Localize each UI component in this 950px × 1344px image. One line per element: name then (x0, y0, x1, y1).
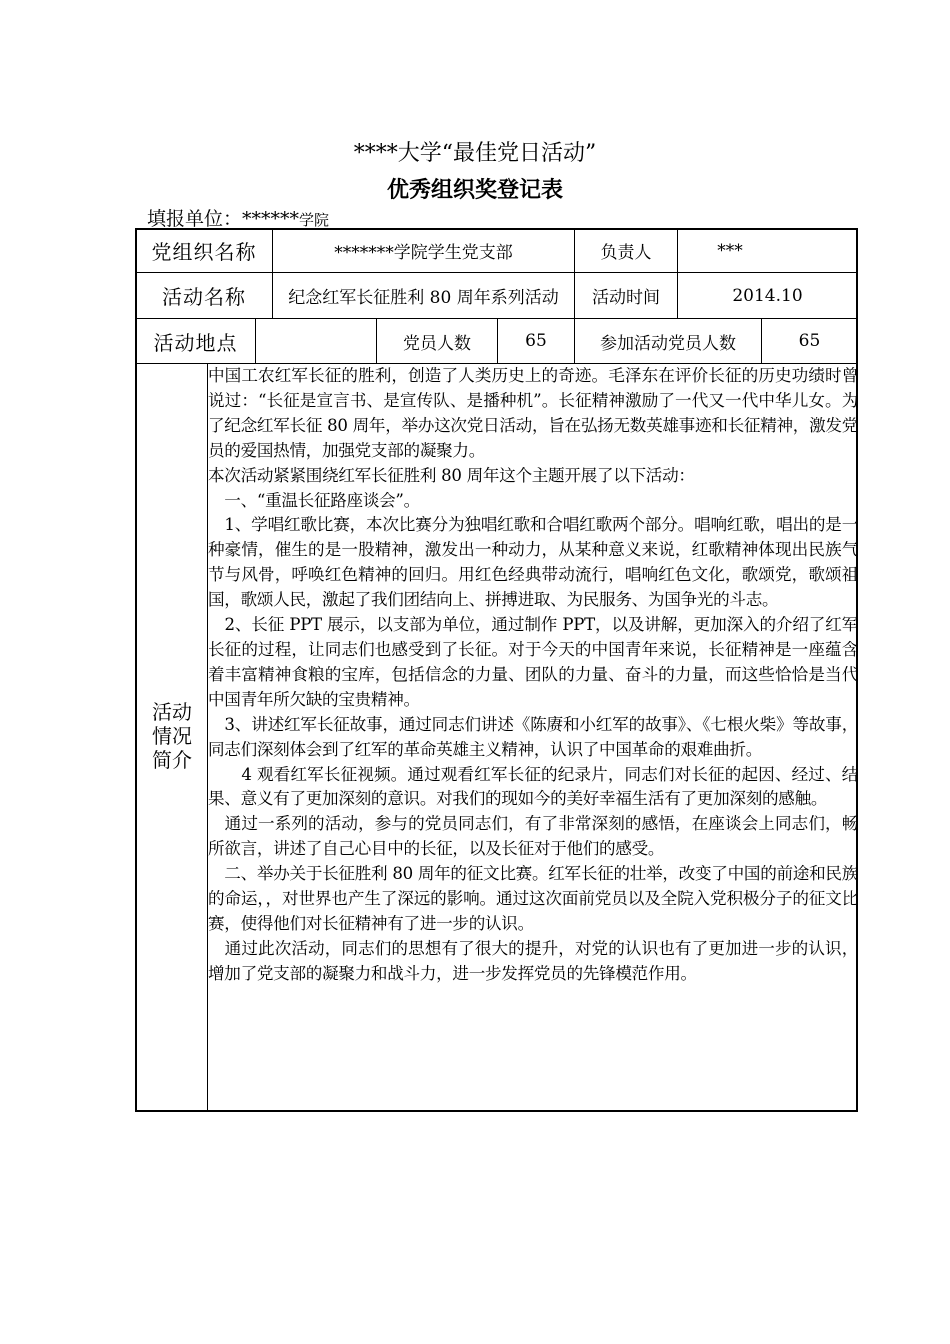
summary-label-line: 情况 (152, 724, 192, 748)
summary-paragraph: 中国工农红军长征的胜利，创造了人类历史上的奇迹。毛泽东在评价长征的历史功绩时曾说过：“长征是宣言书、是宣传队、是播种机”。长征精神激励了一代又一代中华儿女。为了纪念红军长征 80 周年，举办这次党日活动，旨在弘扬无数英雄事迹和长征精神，激发党员的爱国热情，加强党支部的凝聚力。 (208, 366, 858, 460)
activity-place-value (256, 319, 376, 363)
summary-paragraph: 通过此次活动，同志们的思想有了很大的提升，对党的认识也有了更加进一步的认识，增加了党支部的凝聚力和战斗力，进一步发挥党员的先锋模范作用。 (208, 938, 858, 983)
reporting-unit-value: 学院 (299, 211, 330, 229)
leader-value: *** (717, 240, 743, 261)
member-count-label: 党员人数 (403, 333, 471, 354)
form-title: ****大学“最佳党日活动” (353, 141, 597, 166)
org-name-value: *******学院学生党支部 (334, 243, 513, 263)
summary-paragraph: 3、讲述红军长征故事，通过同志们讲述《陈赓和小红军的故事》、《七根火柴》等故事，同志们深刻体会到了红军的革命英雄主义精神，认识了中国革命的艰难曲折。 (208, 714, 858, 759)
activity-time-value: 2014.10 (732, 285, 803, 306)
summary-paragraph: 本次活动紧紧围绕红军长征胜利 80 周年这个主题开展了以下活动： (208, 465, 695, 485)
activity-time-label: 活动时间 (592, 288, 660, 308)
activity-name-value: 纪念红军长征胜利 80 周年系列活动 (288, 288, 559, 308)
summary-paragraph: 一、“重温长征路座谈会”。 (208, 490, 420, 510)
summary-paragraph: 1、学唱红歌比赛，本次比赛分为独唱红歌和合唱红歌两个部分。唱响红歌，唱出的是一种豪情，催生的是一股精神，激发出一种动力，从某种意义来说，红歌精神体现出民族气节与风骨，呼唤红色精神的回归。用红色经典带动流行，唱响红色文化，歌颂党，歌颂祖国，歌颂人民，激起了我们团结向上、拼搏进取、为民服务、为国争光的斗志。 (208, 515, 858, 610)
leader-label: 负责人 (600, 243, 652, 263)
org-name-label: 党组织名称 (151, 240, 257, 264)
summary-label-line: 活动 (152, 700, 192, 724)
reporting-unit (147, 204, 329, 231)
summary-paragraph: 2、长征 PPT 展示，以支部为单位，通过制作 PPT，以及讲解，更加深入的介绍了红军长征的过程，让同志们也感受到了长征。对于今天的中国青年来说，长征精神是一座蕴含着丰富精神食粮的宝库，包括信念的力量、团队的力量、奋斗的力量，而这些恰恰是当代中国青年所欠缺的宝贵精神。 (208, 615, 858, 709)
activity-place-label: 活动地点 (153, 330, 238, 355)
activity-name-label: 活动名称 (162, 285, 246, 309)
reporting-unit-label: 填报单位：****** (147, 208, 300, 230)
summary-paragraph: 二、举办关于长征胜利 80 周年的征文比赛。红军长征的壮举，改变了中国的前途和民族的命运，，对世界也产生了深远的影响。通过这次面前党员以及全院入党积极分子的征文比赛，使得他们对长征精神有了进一步的认识。 (208, 864, 858, 933)
summary-paragraph: 通过一系列的活动，参与的党员同志们，有了非常深刻的感悟，在座谈会上同志们，畅所欲言，讲述了自己心目中的长征，以及长征对于他们的感受。 (208, 814, 858, 859)
participant-count-value: 65 (798, 331, 821, 351)
form-subtitle: 优秀组织奖登记表 (386, 177, 563, 203)
summary-label-line: 简介 (152, 748, 192, 772)
activity-summary-text (208, 364, 858, 987)
summary-label (137, 700, 207, 772)
participant-count-label: 参加活动党员人数 (600, 333, 736, 354)
member-count-value: 65 (525, 331, 547, 351)
summary-paragraph: 4 观看红军长征视频。通过观看红军长征的纪录片，同志们对长征的起因、经过、结果、意义有了更加深刻的意识。对我们的现如今的美好幸福生活有了更加深刻的感触。 (208, 764, 858, 809)
